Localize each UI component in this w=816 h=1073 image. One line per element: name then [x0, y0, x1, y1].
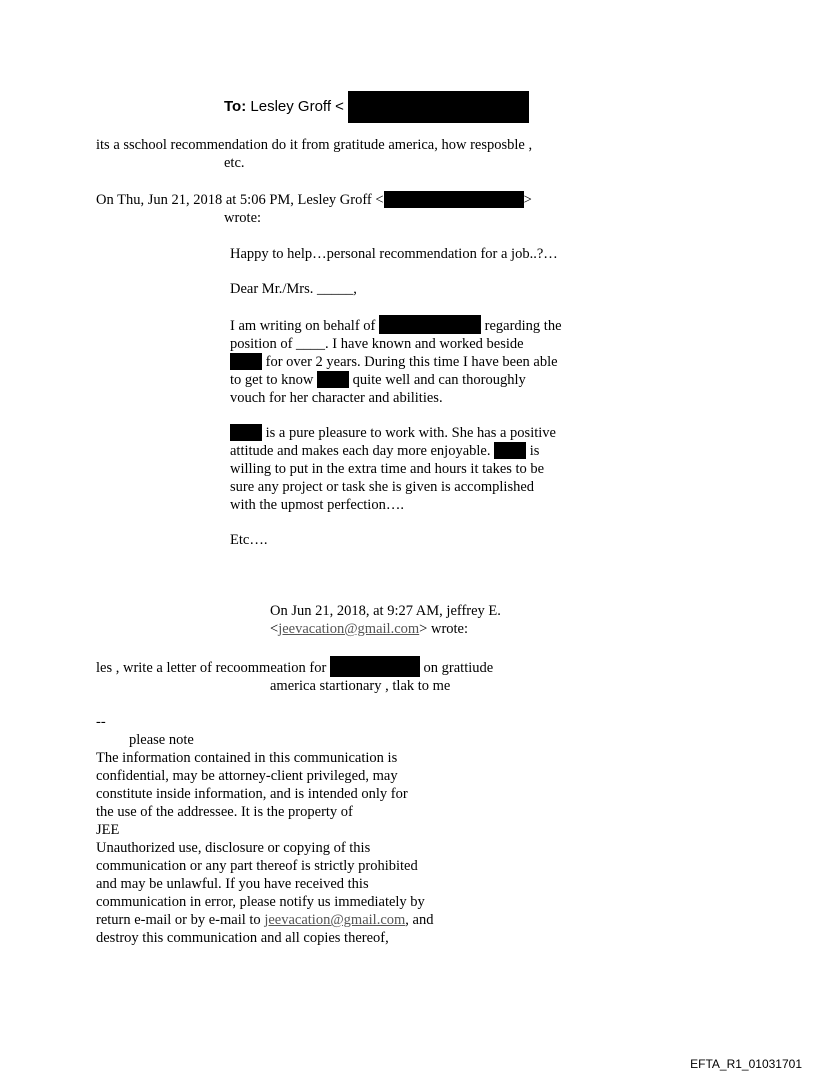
disclaimer-line-6: Unauthorized use, disclosure or copying of this [96, 840, 371, 856]
redaction-name-1 [379, 315, 481, 334]
redaction-to-email [348, 91, 529, 123]
p3-line1-b: regarding the [484, 318, 562, 334]
document-id: EFTA_R1_01031701 [690, 1057, 802, 1071]
redaction-name-5 [494, 442, 526, 459]
quote2-open: < [270, 621, 279, 637]
disclaimer-email-link[interactable]: jeevacation@gmail.com [264, 912, 406, 928]
disclaimer-line-11: destroy this communication and all copies thereof, [96, 930, 389, 946]
quote2-header-line1: On Jun 21, 2018, at 9:27 AM, jeffrey E. [270, 603, 501, 619]
quote2-close: > wrote: [419, 621, 469, 637]
quote1-paragraph-2: Dear Mr./Mrs. _____, [230, 281, 357, 297]
redaction-email-2 [384, 191, 524, 208]
disclaimer-line-8: and may be unlawful. If you have received this [96, 876, 369, 892]
quote1-paragraph-1: Happy to help…personal recommendation for a job..?… [230, 246, 558, 262]
quote2-line2: america startionary , tlak to me [270, 678, 451, 694]
disclaimer-line-7: communication or any part thereof is strictly prohibited [96, 858, 418, 874]
p3-line2: position of ____. I have known and worked beside [230, 336, 524, 352]
redaction-name-2 [230, 353, 262, 370]
quote1-wrote: wrote: [224, 210, 262, 226]
p3-line3-b: for over 2 years. During this time I have been able [265, 354, 558, 370]
p4-line1-b: is a pure pleasure to work with. She has a positive [265, 425, 556, 441]
quote1-header-prefix: On Thu, Jun 21, 2018 at 5:06 PM, Lesley Groff < [96, 192, 384, 208]
p4-line4: sure any project or task she is given is accomplished [230, 479, 535, 495]
quote1-paragraph-5: Etc…. [230, 532, 268, 548]
quote1-paragraph-4 [230, 424, 562, 514]
signature-dashes: -- [96, 714, 106, 730]
disclaimer-line-10-a: return e-mail or by e-mail to [96, 912, 265, 928]
quote1-body [230, 245, 562, 549]
p3-line4-b: quite well and can thoroughly [352, 372, 526, 388]
reply-line-2: etc. [224, 155, 245, 171]
to-header [224, 97, 344, 117]
disclaimer-line-10-b: , and [405, 912, 434, 928]
reply-message [96, 136, 532, 172]
disclaimer-line-1: The information contained in this communication is [96, 750, 398, 766]
quote2-line1-b: on grattiude [423, 660, 494, 676]
quote2-header [270, 602, 501, 638]
disclaimer-line-3: constitute inside information, and is intended only for [96, 786, 408, 802]
p4-line3: willing to put in the extra time and hours it takes to be [230, 461, 545, 477]
quote1-header-suffix: > [523, 192, 532, 208]
disclaimer-line-4: the use of the addressee. It is the property of [96, 804, 353, 820]
to-label: To: [224, 98, 247, 115]
quote1-paragraph-3 [230, 315, 562, 407]
sender-email-link[interactable]: jeevacation@gmail.com [278, 621, 420, 637]
please-note: please note [129, 732, 194, 748]
quote2-line1-a: les , write a letter of recoommeation for [96, 660, 327, 676]
redaction-name-3 [317, 371, 349, 388]
p3-line4-a: to get to know [230, 372, 314, 388]
p4-line2-a: attitude and makes each day more enjoyable. [230, 443, 491, 459]
signature-disclaimer [96, 713, 433, 947]
disclaimer-line-5: JEE [96, 822, 120, 838]
to-name: Lesley Groff [250, 98, 331, 115]
redaction-name-6 [330, 656, 420, 677]
p3-line5: vouch for her character and abilities. [230, 390, 443, 406]
disclaimer-line-9: communication in error, please notify us immediately by [96, 894, 425, 910]
disclaimer-line-2: confidential, may be attorney-client privileged, may [96, 768, 398, 784]
reply-line-1: its a sschool recommendation do it from gratitude america, how resposble , [96, 137, 533, 153]
p3-line1-a: I am writing on behalf of [230, 318, 376, 334]
quote2-body [96, 656, 493, 695]
to-bracket: < [335, 98, 344, 115]
p4-line5: with the upmost perfection…. [230, 497, 404, 513]
p4-line2-b: is [529, 443, 540, 459]
quote1-header [96, 191, 532, 227]
redaction-name-4 [230, 424, 262, 441]
